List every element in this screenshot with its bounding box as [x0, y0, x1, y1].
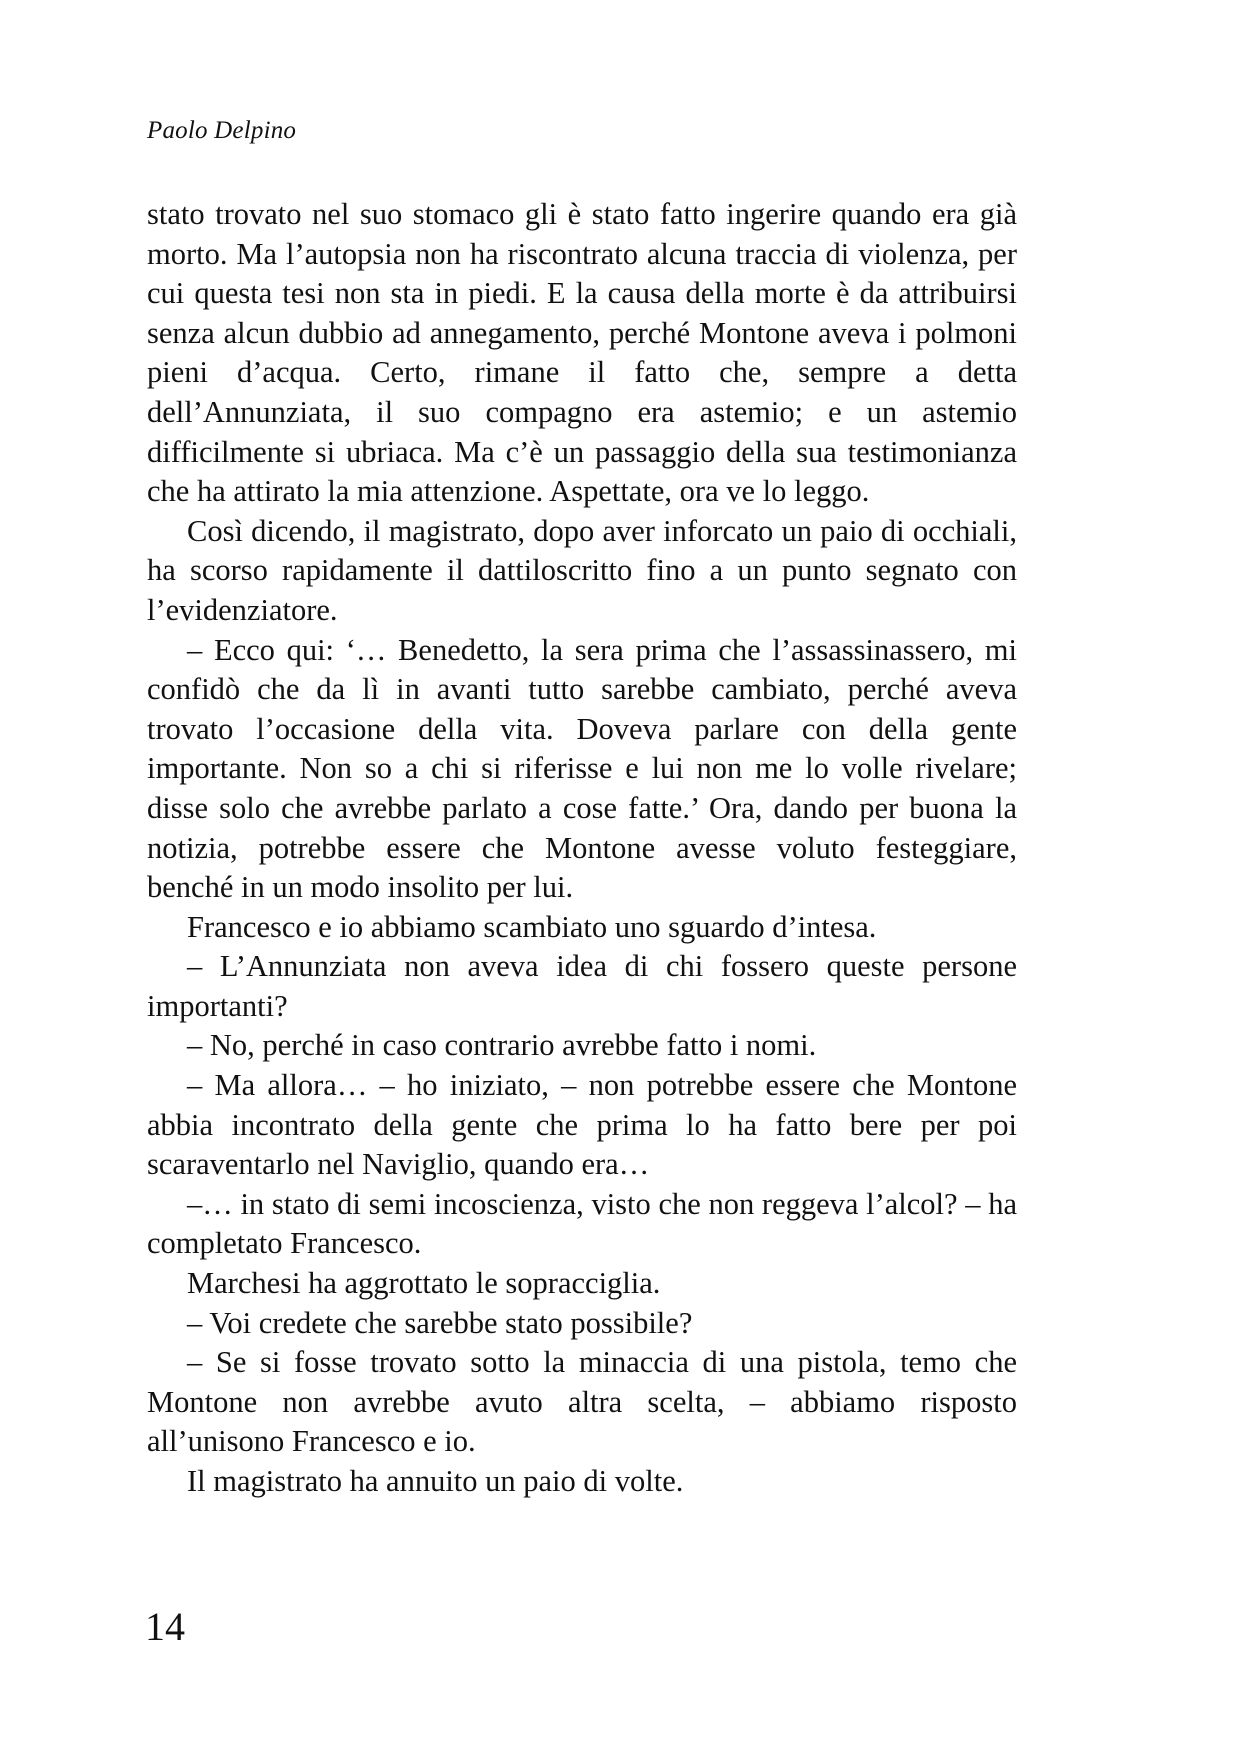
paragraph: – Se si fosse trovato sotto la minaccia di una pistola, temo che Montone non avrebbe avuto altra scelta, – abbiamo risposto all’unisono Francesco e io. — [147, 1345, 1017, 1459]
running-head-author: Paolo Delpino — [147, 117, 297, 144]
paragraph: – Ecco qui: ‘… Benedetto, la sera prima che l’assassinassero, mi confidò che da lì in avanti tutto sarebbe cambiato, perché aveva trovato l’occasione della vita. Doveva parlare con della gente importante. Non so a chi si riferisse e lui non me lo volle rivelare; disse solo che avrebbe parlato a cose fatte.’ Ora, dando per buona la notizia, potrebbe essere che Montone avesse voluto festeggiare, benché in un modo insolito per lui. — [147, 632, 1017, 905]
paragraph: –… in stato di semi incoscienza, visto che non reggeva l’alcol? – ha completato Francesco. — [147, 1186, 1017, 1261]
paragraph: Il magistrato ha annuito un paio di volte. — [187, 1464, 684, 1498]
paragraph: – Voi credete che sarebbe stato possibile? — [187, 1305, 693, 1340]
paragraph: – L’Annunziata non aveva idea di chi fossero queste persone importanti? — [147, 949, 1017, 1023]
paragraph: Francesco e io abbiamo scambiato uno sguardo d’intesa. — [187, 909, 877, 944]
paragraph: – No, perché in caso contrario avrebbe fatto i nomi. — [187, 1028, 817, 1063]
paragraph: Così dicendo, il magistrato, dopo aver inforcato un paio di occhiali, ha scorso rapidamente il dattiloscritto fino a un punto segnato con l’evidenziatore. — [147, 513, 1017, 627]
paragraph: – Ma allora… – ho iniziato, – non potrebbe essere che Montone abbia incontrato della gente che prima lo ha fatto bere per poi scaraventarlo nel Naviglio, quando era… — [147, 1068, 1017, 1182]
paragraph: Marchesi ha aggrottato le sopracciglia. — [187, 1266, 661, 1301]
body-text — [147, 195, 1017, 1502]
page-number: 14 — [145, 1604, 185, 1649]
paragraph: stato trovato nel suo stomaco gli è stato fatto ingerire quando era già morto. Ma l’autopsia non ha riscontrato alcuna traccia di violenza, per cui questa tesi non sta in piedi. E la causa della morte è da attribuirsi senza alcun dubbio ad annegamento, perché Montone aveva i polmoni pieni d’acqua. Certo, rimane il fatto che, sempre a detta dell’Annunziata, il suo compagno era astemio; e un astemio difficilmente si ubriaca. Ma c’è un passaggio della sua testimonianza che ha attirato la mia attenzione. Aspettate, ora ve lo leggo. — [147, 197, 1017, 509]
